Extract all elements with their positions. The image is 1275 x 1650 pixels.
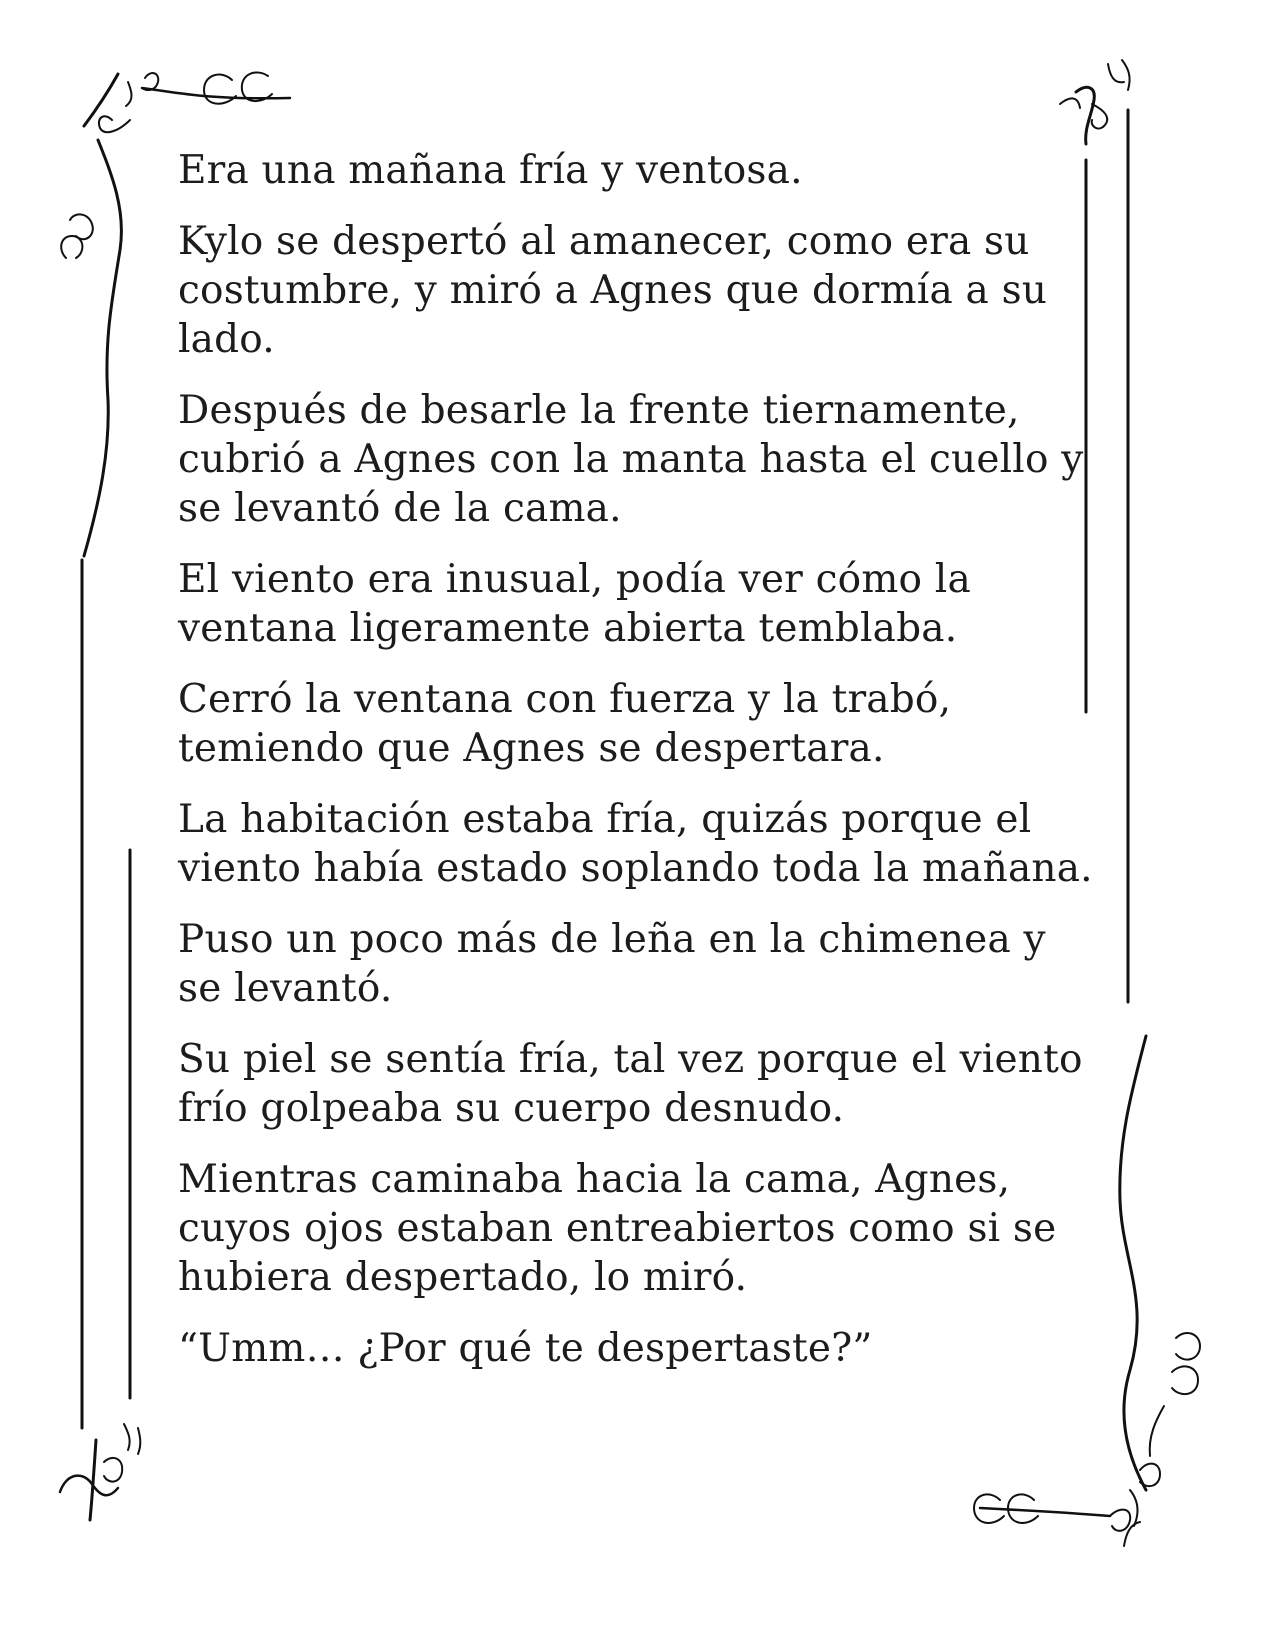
paragraph-7: Puso un poco más de leña en la chimenea y se levantó. (178, 917, 1046, 1011)
left-border-lines (82, 560, 130, 1428)
paragraph-8: Su piel se sentía fría, tal vez porque el viento frío golpeaba su cuerpo desnudo. (178, 1037, 1083, 1131)
paragraph-9: Mientras caminaba hacia la cama, Agnes, cuyos ojos estaban entreabiertos como si se hubiera despertado, lo miró. (178, 1157, 1057, 1300)
story-text (178, 146, 1098, 1395)
paragraph-3: Después de besarle la frente tiernamente, cubrió a Agnes con la manta hasta el cuello y se levantó de la cama. (178, 388, 1084, 531)
paragraph-4: El viento era inusual, podía ver cómo la ventana ligeramente abierta temblaba. (178, 557, 971, 651)
paragraph-1: Era una mañana fría y ventosa. (178, 148, 803, 193)
paragraph-10: “Umm… ¿Por qué te despertaste?” (178, 1326, 873, 1371)
bottom-left-flourish (60, 1424, 140, 1520)
paragraph-2: Kylo se despertó al amanecer, como era su costumbre, y miró a Agnes que dormía a su lado. (178, 219, 1048, 362)
paragraph-5: Cerró la ventana con fuerza y la trabó, temiendo que Agnes se despertara. (178, 677, 952, 771)
paragraph-6: La habitación estaba fría, quizás porque el viento había estado soplando toda la mañana. (178, 797, 1093, 891)
